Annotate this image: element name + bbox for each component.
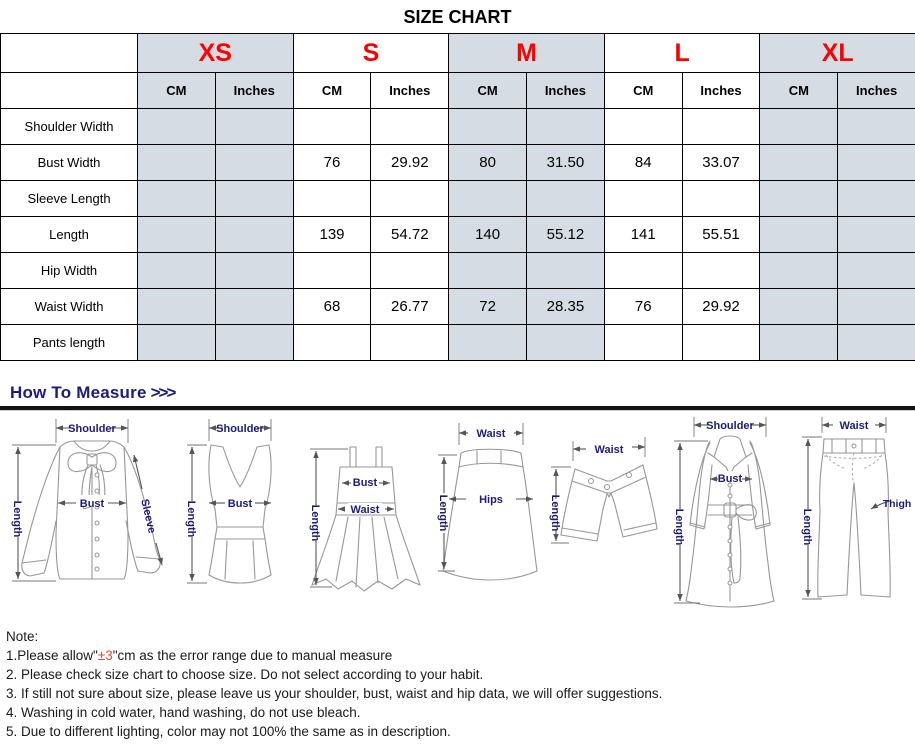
measure-label-waist: Waist	[476, 428, 506, 440]
row-label: Length	[1, 217, 138, 253]
corner-cell	[1, 34, 138, 73]
table-row	[1, 181, 915, 217]
table-row	[1, 325, 915, 361]
measure-label-shoulder: Shoulder	[705, 420, 754, 432]
unit-header-row	[1, 73, 915, 109]
tank-top-diagram	[179, 413, 297, 620]
unit-header-inches: Inches	[215, 73, 293, 109]
value-cell	[449, 325, 527, 361]
value-cell: 33.07	[682, 145, 760, 181]
value-cell	[449, 109, 527, 145]
value-cell	[215, 217, 293, 253]
table-row	[1, 253, 915, 289]
size-header-row	[1, 34, 915, 73]
blouse-diagram	[4, 413, 179, 620]
unit-header-cm: CM	[293, 73, 371, 109]
chevrons-icon: >>>	[150, 383, 175, 402]
value-cell	[293, 181, 371, 217]
value-cell	[215, 181, 293, 217]
row-label: Waist Width	[1, 289, 138, 325]
note-line-3: 3. If still not sure about size, please leave us your shoulder, bust, waist and hip data, we will offer suggestions.	[6, 686, 663, 701]
value-cell	[138, 109, 216, 145]
value-cell	[760, 145, 838, 181]
value-cell	[604, 181, 682, 217]
value-cell	[138, 253, 216, 289]
how-to-measure-text: How To Measure	[10, 383, 147, 402]
unit-header-inches: Inches	[371, 73, 449, 109]
shorts-diagram	[545, 413, 663, 620]
value-cell	[604, 253, 682, 289]
value-cell	[760, 109, 838, 145]
unit-header-cm: CM	[604, 73, 682, 109]
measure-label-length: Length	[436, 494, 449, 532]
measure-label-length: Length	[549, 494, 562, 532]
measure-label-length: Length	[185, 500, 198, 538]
value-cell	[215, 325, 293, 361]
value-cell	[527, 325, 605, 361]
row-label: Hip Width	[1, 253, 138, 289]
value-cell	[371, 325, 449, 361]
table-row	[1, 217, 915, 253]
value-cell	[138, 325, 216, 361]
measure-label-waist: Waist	[594, 444, 624, 456]
value-cell	[760, 253, 838, 289]
row-label: Pants length	[1, 325, 138, 361]
value-cell	[760, 181, 838, 217]
slip-dress-diagram	[298, 413, 433, 620]
value-cell	[838, 109, 915, 145]
value-cell	[682, 325, 760, 361]
value-cell	[371, 253, 449, 289]
size-col-xl: XL	[760, 34, 915, 73]
value-cell	[838, 289, 915, 325]
measure-label-sleeve: Sleeve	[138, 497, 158, 535]
value-cell	[838, 217, 915, 253]
value-cell	[293, 253, 371, 289]
value-cell	[604, 325, 682, 361]
value-cell: 141	[604, 217, 682, 253]
measure-label-length: Length	[672, 508, 685, 546]
value-cell	[527, 253, 605, 289]
value-cell	[293, 325, 371, 361]
unit-header-inches: Inches	[682, 73, 760, 109]
value-cell: 55.51	[682, 217, 760, 253]
value-cell	[760, 217, 838, 253]
value-cell: 26.77	[371, 289, 449, 325]
value-cell	[138, 217, 216, 253]
measure-label-shoulder: Shoulder	[216, 423, 265, 435]
measure-label-waist: Waist	[350, 504, 380, 516]
note-error-range: ±3	[97, 648, 113, 663]
table-row	[1, 145, 915, 181]
measure-label-bust: Bust	[79, 498, 105, 510]
value-cell	[138, 289, 216, 325]
measure-label-length: Length	[11, 500, 23, 538]
value-cell	[838, 325, 915, 361]
value-cell	[604, 109, 682, 145]
value-cell: 80	[449, 145, 527, 181]
value-cell: 139	[293, 217, 371, 253]
measure-label-hips: Hips	[479, 494, 503, 506]
value-cell	[215, 109, 293, 145]
value-cell	[138, 145, 216, 181]
size-chart-table	[0, 33, 915, 361]
value-cell	[215, 289, 293, 325]
value-cell	[838, 253, 915, 289]
value-cell	[371, 109, 449, 145]
size-col-l: L	[604, 34, 760, 73]
measure-label-bust: Bust	[352, 477, 377, 489]
size-col-xs: XS	[138, 34, 294, 73]
value-cell: 76	[293, 145, 371, 181]
value-cell: 84	[604, 145, 682, 181]
value-cell: 76	[604, 289, 682, 325]
note-line-2: 2. Please check size chart to choose size. Do not select according to your habit.	[6, 667, 484, 682]
row-label: Bust Width	[1, 145, 138, 181]
value-cell	[760, 325, 838, 361]
measure-label-waist: Waist	[839, 420, 869, 432]
measure-label-length: Length	[308, 504, 321, 542]
value-cell	[838, 145, 915, 181]
value-cell: 72	[449, 289, 527, 325]
size-col-s: S	[293, 34, 449, 73]
value-cell: 29.92	[371, 145, 449, 181]
unit-header-inches: Inches	[527, 73, 605, 109]
measure-label-bust: Bust	[717, 473, 742, 485]
trench-coat-diagram	[664, 413, 796, 620]
row-label: Shoulder Width	[1, 109, 138, 145]
value-cell	[215, 145, 293, 181]
measure-label-length: Length	[800, 508, 813, 546]
measure-label-bust: Bust	[228, 498, 253, 510]
measurement-diagrams	[0, 411, 915, 621]
pants-diagram	[796, 413, 911, 620]
measure-label-shoulder: Shoulder	[68, 423, 116, 435]
value-cell	[760, 289, 838, 325]
value-cell	[527, 181, 605, 217]
value-cell	[293, 109, 371, 145]
unit-header-cm: CM	[138, 73, 216, 109]
table-row	[1, 289, 915, 325]
corner-cell	[1, 73, 138, 109]
table-row	[1, 109, 915, 145]
unit-header-cm: CM	[449, 73, 527, 109]
value-cell: 31.50	[527, 145, 605, 181]
value-cell: 28.35	[527, 289, 605, 325]
value-cell	[449, 181, 527, 217]
note-line-5: 5. Due to different lighting, color may not 100% the same as in description.	[6, 724, 451, 739]
note-text: "cm as the error range due to manual measure	[112, 648, 393, 663]
unit-header-inches: Inches	[838, 73, 915, 109]
value-cell: 68	[293, 289, 371, 325]
value-cell	[449, 253, 527, 289]
value-cell: 29.92	[682, 289, 760, 325]
value-cell: 54.72	[371, 217, 449, 253]
size-col-m: M	[449, 34, 605, 73]
page-title: SIZE CHART	[403, 7, 512, 27]
value-cell	[682, 181, 760, 217]
value-cell	[138, 181, 216, 217]
value-cell	[215, 253, 293, 289]
row-label: Sleeve Length	[1, 181, 138, 217]
note-text: 1.Please allow"	[6, 648, 98, 663]
value-cell	[527, 109, 605, 145]
value-cell	[838, 181, 915, 217]
value-cell: 55.12	[527, 217, 605, 253]
value-cell	[682, 109, 760, 145]
value-cell	[371, 181, 449, 217]
skirt-diagram	[433, 413, 545, 620]
how-to-measure-heading	[10, 383, 915, 403]
value-cell: 140	[449, 217, 527, 253]
notes-heading: Note:	[6, 629, 39, 644]
value-cell	[682, 253, 760, 289]
unit-header-cm: CM	[760, 73, 838, 109]
note-line-4: 4. Washing in cold water, hand washing, do not use bleach.	[6, 705, 361, 720]
note-line-1	[6, 646, 915, 665]
measure-label-thigh: Thigh	[882, 498, 911, 510]
how-to-measure-section	[0, 383, 915, 411]
notes-section	[0, 621, 915, 741]
